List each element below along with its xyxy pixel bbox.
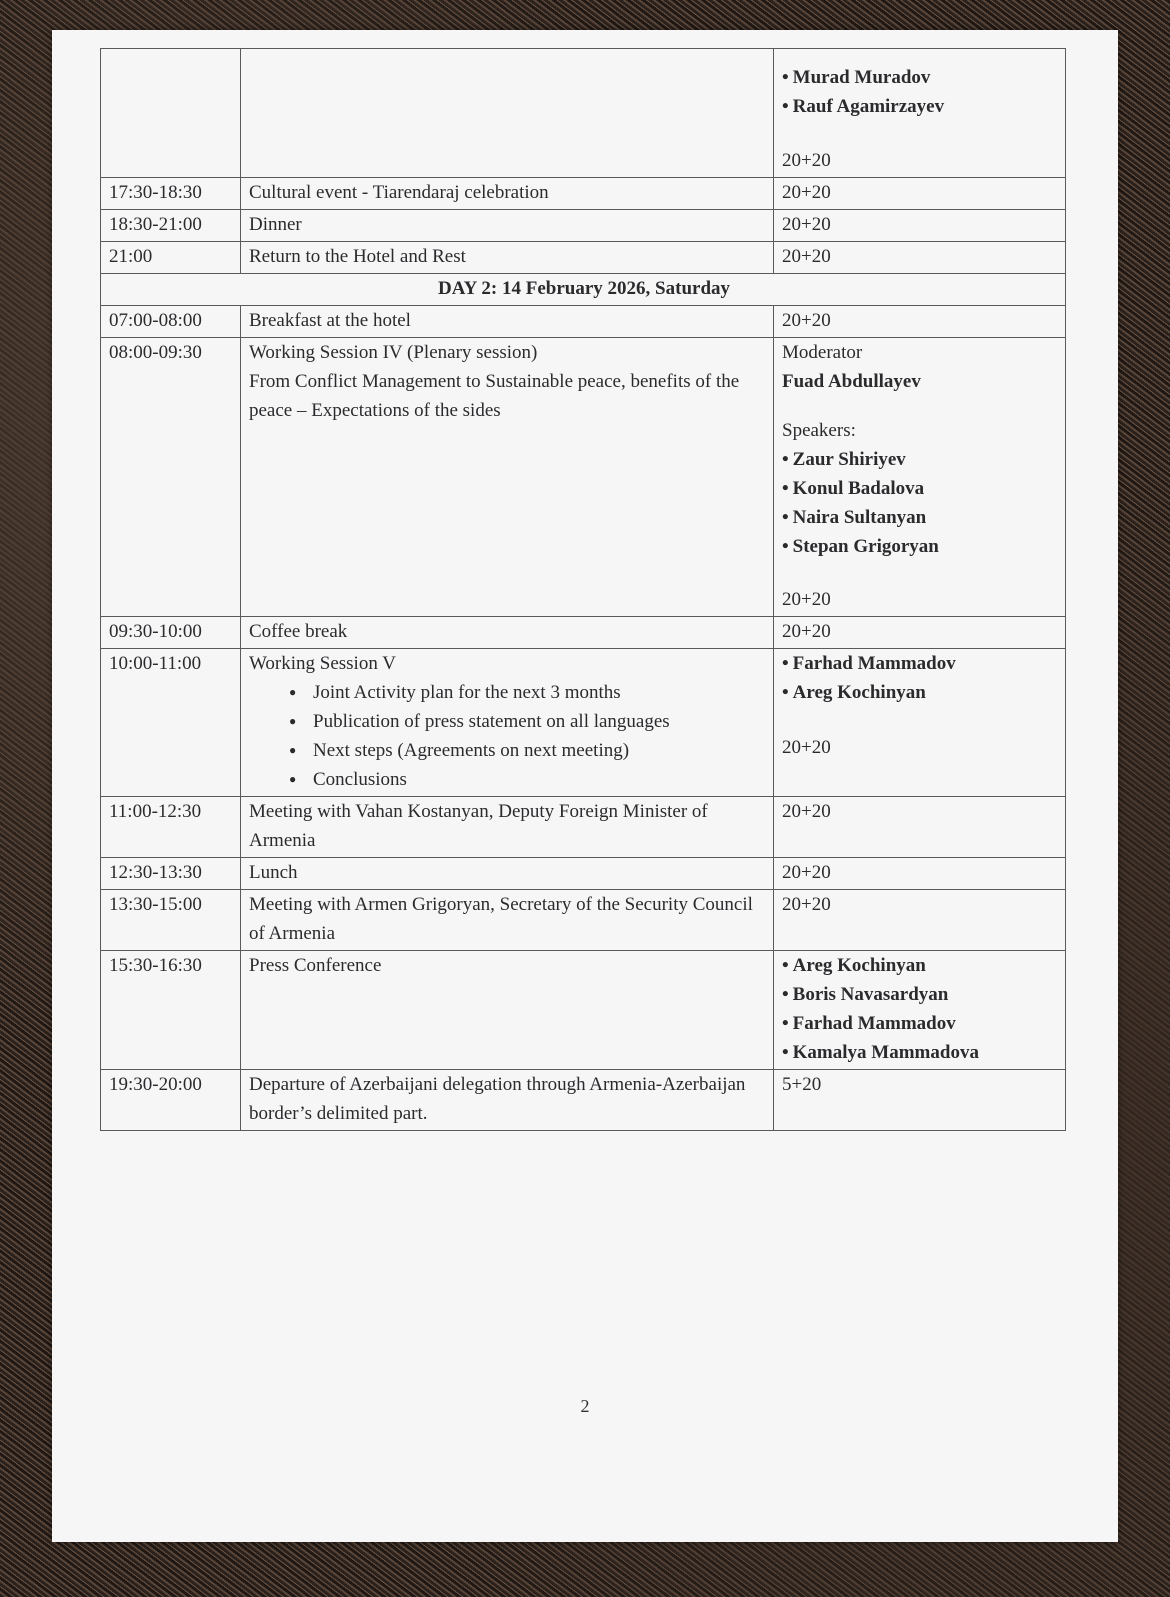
agenda-list: [249, 678, 767, 794]
time-cell: 07:00-08:00: [101, 306, 241, 338]
agenda-item: ● Next steps (Agreements on next meeting): [289, 736, 767, 765]
time-cell: [101, 49, 241, 178]
speaker-name: • Areg Kochinyan: [782, 678, 1059, 707]
speaker-name: • Stepan Grigoryan: [782, 532, 1059, 561]
table-row: [101, 797, 1066, 858]
table-row: [101, 1070, 1066, 1131]
participant-count: 20+20: [782, 150, 831, 171]
table-row: [101, 49, 1066, 178]
session-topic: From Conflict Management to Sustainable peace, benefits of the peace – Expectations of the sides: [249, 371, 740, 421]
agenda-item: ● Publication of press statement on all languages: [289, 707, 767, 736]
participants-cell: [774, 338, 1066, 617]
speaker-name: • Konul Badalova: [782, 474, 1059, 503]
speakers-label: Speakers:: [782, 420, 856, 441]
participant-count: 20+20: [782, 737, 831, 758]
time-cell: 08:00-09:30: [101, 338, 241, 617]
participant-count: 20+20: [774, 617, 1066, 649]
table-row: [101, 617, 1066, 649]
activity-cell: Coffee break: [241, 617, 774, 649]
participant-count: 20+20: [774, 242, 1066, 274]
table-row: [101, 178, 1066, 210]
activity-cell: [241, 649, 774, 797]
schedule-table: [100, 48, 1066, 1131]
speaker-name: • Naira Sultanyan: [782, 503, 1059, 532]
table-row: [101, 210, 1066, 242]
activity-cell: Meeting with Armen Grigoryan, Secretary of the Security Council of Armenia: [241, 890, 774, 951]
speaker-list: [782, 63, 1059, 121]
participant-count: 20+20: [774, 858, 1066, 890]
speaker-list: [782, 951, 1059, 1067]
speaker-name: • Zaur Shiriyev: [782, 445, 1059, 474]
participant-count: 20+20: [774, 306, 1066, 338]
activity-cell: Return to the Hotel and Rest: [241, 242, 774, 274]
activity-cell: [241, 338, 774, 617]
speaker-name: • Rauf Agamirzayev: [782, 92, 1059, 121]
agenda-item: ● Conclusions: [289, 765, 767, 794]
participant-count: 20+20: [774, 210, 1066, 242]
time-cell: 10:00-11:00: [101, 649, 241, 797]
participant-count: 5+20: [774, 1070, 1066, 1131]
time-cell: 11:00-12:30: [101, 797, 241, 858]
day-heading: DAY 2: 14 February 2026, Saturday: [101, 274, 1066, 306]
table-row: [101, 951, 1066, 1070]
speaker-name: • Farhad Mammadov: [782, 649, 1059, 678]
activity-cell: Breakfast at the hotel: [241, 306, 774, 338]
moderator-name: Fuad Abdullayev: [782, 371, 921, 392]
time-cell: 19:30-20:00: [101, 1070, 241, 1131]
activity-cell: Lunch: [241, 858, 774, 890]
moderator-label: Moderator: [782, 342, 863, 363]
activity-cell: Departure of Azerbaijani delegation through Armenia-Azerbaijan border’s delimited part.: [241, 1070, 774, 1131]
time-cell: 21:00: [101, 242, 241, 274]
activity-cell: [241, 49, 774, 178]
table-row: [101, 274, 1066, 306]
participant-count: 20+20: [774, 890, 1066, 951]
activity-cell: Meeting with Vahan Kostanyan, Deputy Foreign Minister of Armenia: [241, 797, 774, 858]
participant-count: 20+20: [774, 178, 1066, 210]
time-cell: 12:30-13:30: [101, 858, 241, 890]
speaker-list: [782, 649, 1059, 707]
time-cell: 18:30-21:00: [101, 210, 241, 242]
session-title: Working Session V: [249, 653, 396, 674]
participants-cell: [774, 649, 1066, 797]
table-row: [101, 649, 1066, 797]
activity-cell: Press Conference: [241, 951, 774, 1070]
participants-cell: [774, 951, 1066, 1070]
table-row: [101, 890, 1066, 951]
speaker-name: • Murad Muradov: [782, 63, 1059, 92]
participant-count: 20+20: [774, 797, 1066, 858]
page-number: 2: [580, 1396, 590, 1416]
speaker-name: • Boris Navasardyan: [782, 980, 1059, 1009]
speaker-name: • Kamalya Mammadova: [782, 1038, 1059, 1067]
participant-count: 20+20: [782, 589, 831, 610]
time-cell: 09:30-10:00: [101, 617, 241, 649]
time-cell: 17:30-18:30: [101, 178, 241, 210]
speaker-name: • Farhad Mammadov: [782, 1009, 1059, 1038]
time-cell: 15:30-16:30: [101, 951, 241, 1070]
table-row: [101, 858, 1066, 890]
table-row: [101, 338, 1066, 617]
time-cell: 13:30-15:00: [101, 890, 241, 951]
agenda-item: ● Joint Activity plan for the next 3 months: [289, 678, 767, 707]
activity-cell: Dinner: [241, 210, 774, 242]
participants-cell: [774, 49, 1066, 178]
table-row: [101, 306, 1066, 338]
speaker-name: • Areg Kochinyan: [782, 951, 1059, 980]
table-row: [101, 242, 1066, 274]
session-title: Working Session IV (Plenary session): [249, 342, 538, 363]
document-page: [52, 30, 1118, 1542]
activity-cell: Cultural event - Tiarendaraj celebration: [241, 178, 774, 210]
speaker-list: [782, 445, 1059, 561]
